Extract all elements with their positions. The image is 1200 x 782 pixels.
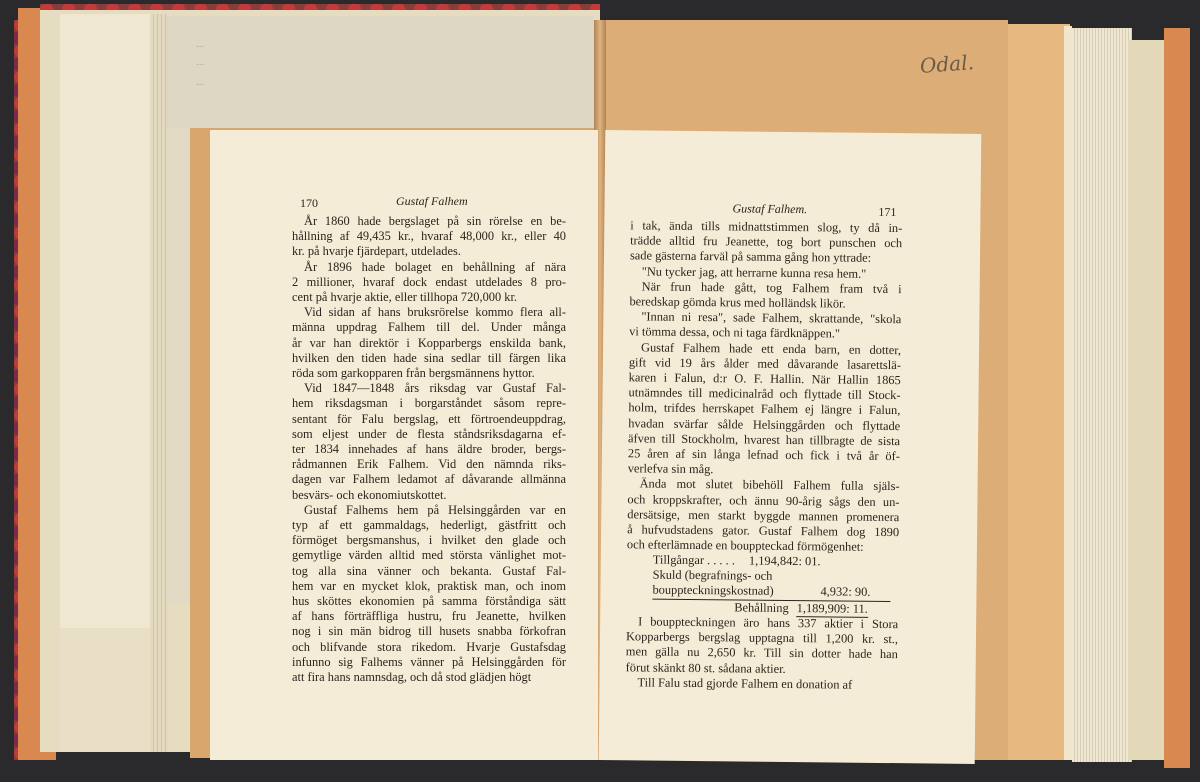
inventory-row [626,583,898,602]
text-line: kr. på hvarje fjärdepart, utdelades. [292,244,461,259]
right-page-body [627,218,902,555]
left-page-body [292,214,566,685]
text-line: trädde alltid fru Jeanette, tog bort punschen och [630,233,903,251]
text-line: röda som garkopparen från bergsmännens hyttor. [292,366,535,381]
text-line: gemytlige värden alltid med största vänlighet mot- [292,548,566,563]
bleed-through-line: ... [196,38,205,50]
page-edges [1072,28,1132,762]
page-number: 170 [300,196,318,210]
text-line: som eljest under de flesta ståndsriksdagarna ef- [292,426,566,441]
debt-label: Skuld (begrafnings- och [652,567,773,584]
text-line: hus sköttes ekonomien på samma förståndiga sätt [292,594,566,609]
text-line: männa uppdrag Falhem till del. Under många [292,320,566,335]
text-line: verlefva sin måg. [627,461,714,477]
paper-leaf-right [1128,40,1168,760]
text-line: Gustaf Falhem hade ett enda barn, en dotter, [640,340,902,357]
text-line: Kopparbergs bergslag upptagna till 1,200 kr. st., [625,629,899,647]
bleed-through-line: ... [196,76,205,88]
text-line: karen i Falun, d:r O. F. Hallin. När Hallin 1865 [628,370,901,388]
text-line: förmöget bergsmanshus, i hvilket den glade och [292,533,566,548]
text-line: och blifvande stora rikedom. Hvarje Gustafsdag [292,639,566,654]
text-line: År 1896 hade bolaget en behållning af nära [304,259,566,274]
text-line: hem var en mycket klok, praktisk man, och inom [292,578,566,593]
text-line: I bouppteckningen äro hans 337 aktier i Stora [638,614,899,632]
running-head-text: Gustaf Falhem. [732,201,808,217]
text-line: Gustaf Falhems hem på Helsinggården var en [304,502,566,517]
text-line: hvadan svärfar sålde Helsinggården och flyttade [628,415,901,433]
text-line: äfven till Stockholm, hvarest han tillbragte de sista [628,431,901,448]
tissue-interleaf-lower [168,128,190,604]
text-line: dagen var Falhem ledamot af dåvarande allmänna [292,472,566,487]
right-page [599,130,982,764]
text-line: ter 1834 innehades af hans äldre broder, bergs- [292,442,566,457]
text-line: gift vid 19 års ålder med dåvarande lasarettslä- [628,355,901,372]
text-line: hållning af 49,435 kr., hvaraf 48,000 kr., eller 40 [292,229,566,244]
balance-label: Behållning [734,600,789,615]
bleed-through-line: ... [196,56,205,68]
running-head [732,201,807,217]
text-line: År 1860 hade bergslaget på sin rörelse en be- [304,214,566,228]
text-line: När frun hade gått, tog Falhem fram två i [641,279,902,296]
running-head-text: Gustaf Falhem [396,194,468,208]
text-line: men gälla nu 2,650 kr. Till sin dotter hade han [625,644,898,662]
assets-label: Tillgångar . . . . . [652,552,736,568]
text-line: att fira hans namnsdag, och då stod glädjen högt [292,670,532,685]
text-line: utnämndes till medicinalråd och flyttade till Stock- [628,385,901,403]
assets-value: 1,194,842: 01. [748,553,821,569]
text-line: holm, trifdes herrskapet Falhem ej längre i Falun, [628,400,901,418]
inventory-table [626,552,899,618]
right-page-body-bottom [625,614,898,693]
text-line: sentant för Falu bergslag, ett förtroendeuppdrag, [292,411,566,426]
text-line: besvärs- och ekonomiutskottet. [292,487,447,502]
text-line: sade gästerna farväl på samma gång hon yttrade: [629,248,872,266]
text-line: "Innan ni resa", sade Falhem, skrattande, "skola [641,309,902,327]
text-line: beredskap gömda krus med holländsk likör. [629,294,846,311]
text-line: förut skänkt 80 st. sådana aktier. [625,659,786,676]
text-line: nog i sin män bidrog till husets snabba förkofran [292,624,566,639]
text-line: och efterlämnade en bouppteckad förmögenhet: [626,537,864,555]
balance-value: 1,189,909: 11. [797,601,868,618]
paper-leaf [60,14,164,628]
text-line: rådmannen Erik Falhem. Vid den nämnda riks- [292,457,566,472]
text-line: "Nu tycker jag, att herrarne kunna resa hem." [641,264,867,281]
text-line: hem riksdagsman i borgarståndet såsom repre- [292,396,566,411]
debt-value: 4,932: 90. [800,585,890,602]
text-line: hvilken den tiden hade sina sedlar till färgen lika [292,350,566,365]
text-line: år var han direktör i Kopparbergs enskilda bank, [292,335,566,350]
text-line: Vid sidan af hans bruksrörelse kommo flera all- [304,305,566,320]
text-line: 2 millioner, hvaraf dock endast utdelades 8 pro- [292,274,566,289]
left-page [210,130,598,760]
debt-label: bouppteckningskostnad) [652,583,800,601]
text-line: å hufvudstadens gator. Gustaf Falhem dog 1890 [627,522,900,540]
text-line: vi tömma dessa, och ni taga färdknäppen." [629,324,841,341]
text-line: Till Falu stad gjorde Falhem en donation af [637,675,853,692]
cover-board-right [1164,28,1190,768]
text-line: af hans förträffliga hustru, fru Jeanette, hvilken [292,609,566,624]
tissue-interleaf [166,16,594,128]
running-head [396,194,468,209]
text-line: cent på hvarje aktie, eller tillhopa 720,000 kr. [292,290,518,305]
paper-leaf [60,628,164,752]
text-line: Ända mot slutet bibehöll Falhem fulla själs- [639,476,900,494]
page-number: 171 [878,204,897,220]
text-line: typ af ett gammaldags, hederligt, gästfritt och [292,518,566,533]
text-line: Vid 1847—1848 års riksdag var Gustaf Fal- [304,381,566,396]
text-line: infunno sig Falhems vänner på Helsinggården för [292,654,566,669]
text-line: och kroppskrafter, och ännu 90-årig sågs den un- [627,491,900,509]
text-line: i tak, ända tills midnattstimmen slog, ty då in- [630,218,903,236]
paper-stack-right [1008,24,1070,760]
text-line: tog alla sina vänner och bekanta. Gustaf Fal- [292,563,566,578]
handwritten-note: Odal. [919,50,975,78]
paper-stack-right-edge [1064,26,1072,760]
text-line: dersätsige, men starkt byggde mannen promenera [627,507,900,525]
text-line: 25 åren af sin långa lefnad och fick i två år öf- [627,446,900,464]
